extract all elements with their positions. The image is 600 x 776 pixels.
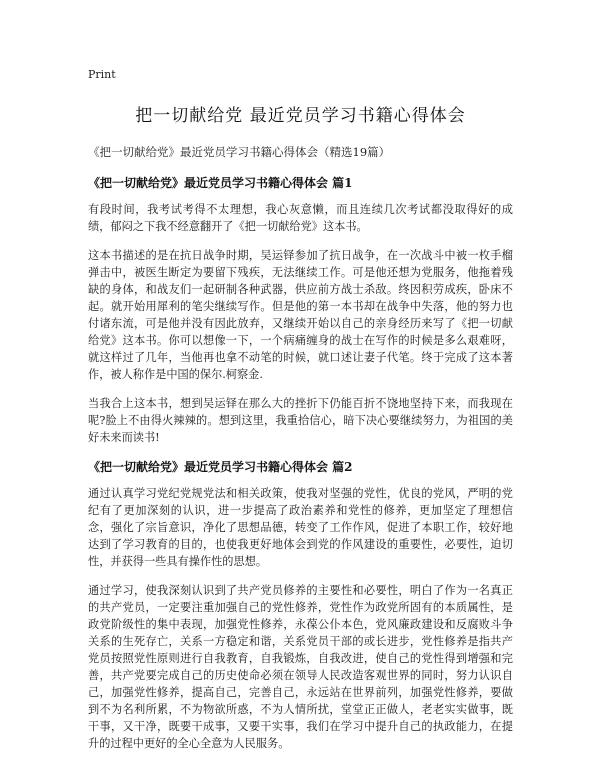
paragraph: 通过认真学习党纪党规党法和相关政策，使我对坚强的党性，优良的党风，严明的党纪有了更加深刻的认识，进一步提高了政治素养和党性的修养，更加坚定了理想信念，强化了宗旨意识，净化了思想品德，转变了工作作风，促进了本职工作，较好地达到了学习教育的目的，也使我更好地体会到党的作风建设的重要性，必要性，迫切性，并获得一些具有操作性的思想。 (88, 487, 513, 568)
paragraph: 当我合上这本书，想到吴运铎在那么大的挫折下仍能百折不饶地坚持下来，而我现在呢?脸上不由得火辣辣的。想到这里，我重拾信心，暗下决心要继续努力，为祖国的美好未来而读书! (88, 397, 513, 444)
page-subtitle: 《把一切献给党》最近党员学习书籍心得体会（精选19篇） (88, 145, 391, 159)
page-title: 把一切献给党 最近党员学习书籍心得体会 (135, 106, 466, 126)
paragraph: 这本书描述的是在抗日战争时期，吴运铎参加了抗日战争，在一次战斗中被一枚手榴弹击中，被医生断定为要留下残疾，无法继续工作。可是他还想为党服务，他拖着残缺的身体，和战友们一起研制各种武器，供应前方战士杀敌。终因积劳成疾，卧床不起。就开始用犀利的笔尖继续写作。但是他的第一本书却在战争中失落，他的努力也付诸东流，可是他并没有因此放弃，又继续开始以自己的亲身经历来写了《把一切献给党》这本书。你可以想像一下，一个病痛缠身的战士在写作的时候是多么艰难呀，就这样过了几年，当他再也拿不动笔的时候，就口述让妻子代笔。终于完成了这本著作，被人称作是中国的保尔.柯察金. (88, 249, 513, 381)
document-page (88, 68, 513, 764)
section-heading: 《把一切献给党》最近党员学习书籍心得体会 篇2 (88, 460, 353, 474)
print-label[interactable]: Print (88, 68, 116, 81)
section-heading: 《把一切献给党》最近党员学习书籍心得体会 篇1 (88, 176, 353, 190)
paragraph: 通过学习，使我深刻认识到了共产党员修养的主要性和必要性，明白了作为一名真正的共产党员，一定要注重加强自己的党性修养，党性作为政党所固有的本质属性，是政党阶级性的集中表现，加强党性修养，永葆公仆本色，党风廉政建设和反腐败斗争关系的生死存亡，关系一方稳定和谐，关系党员干部的或长进步，党性修养是指共产党员按照党性原则进行自我教育，自我锻炼，自我改进，使自己的党性得到增强和完善，共产党要完成自己的历史使命必须在领导人民改造客观世界的同时，努力认识自己，加强党性修养，提高自己，完善自己，永远站在世界前列，加强党性修养，要做到不为名利所累，不为物欲所惑，不为人情所扰，堂堂正正做人，老老实实做事，既干事，又干净，既要干成事，又要干实事，我们在学习中提升自己的执政能力，在提升的过程中更好的全心全意为人民服务。 (88, 584, 513, 750)
paragraph: 有段时间，我考试考得不太理想，我心灰意懒，而且连续几次考试都没取得好的成绩，郁闷之下我不经意翻开了《把一切献给党》这本书。 (88, 203, 513, 233)
